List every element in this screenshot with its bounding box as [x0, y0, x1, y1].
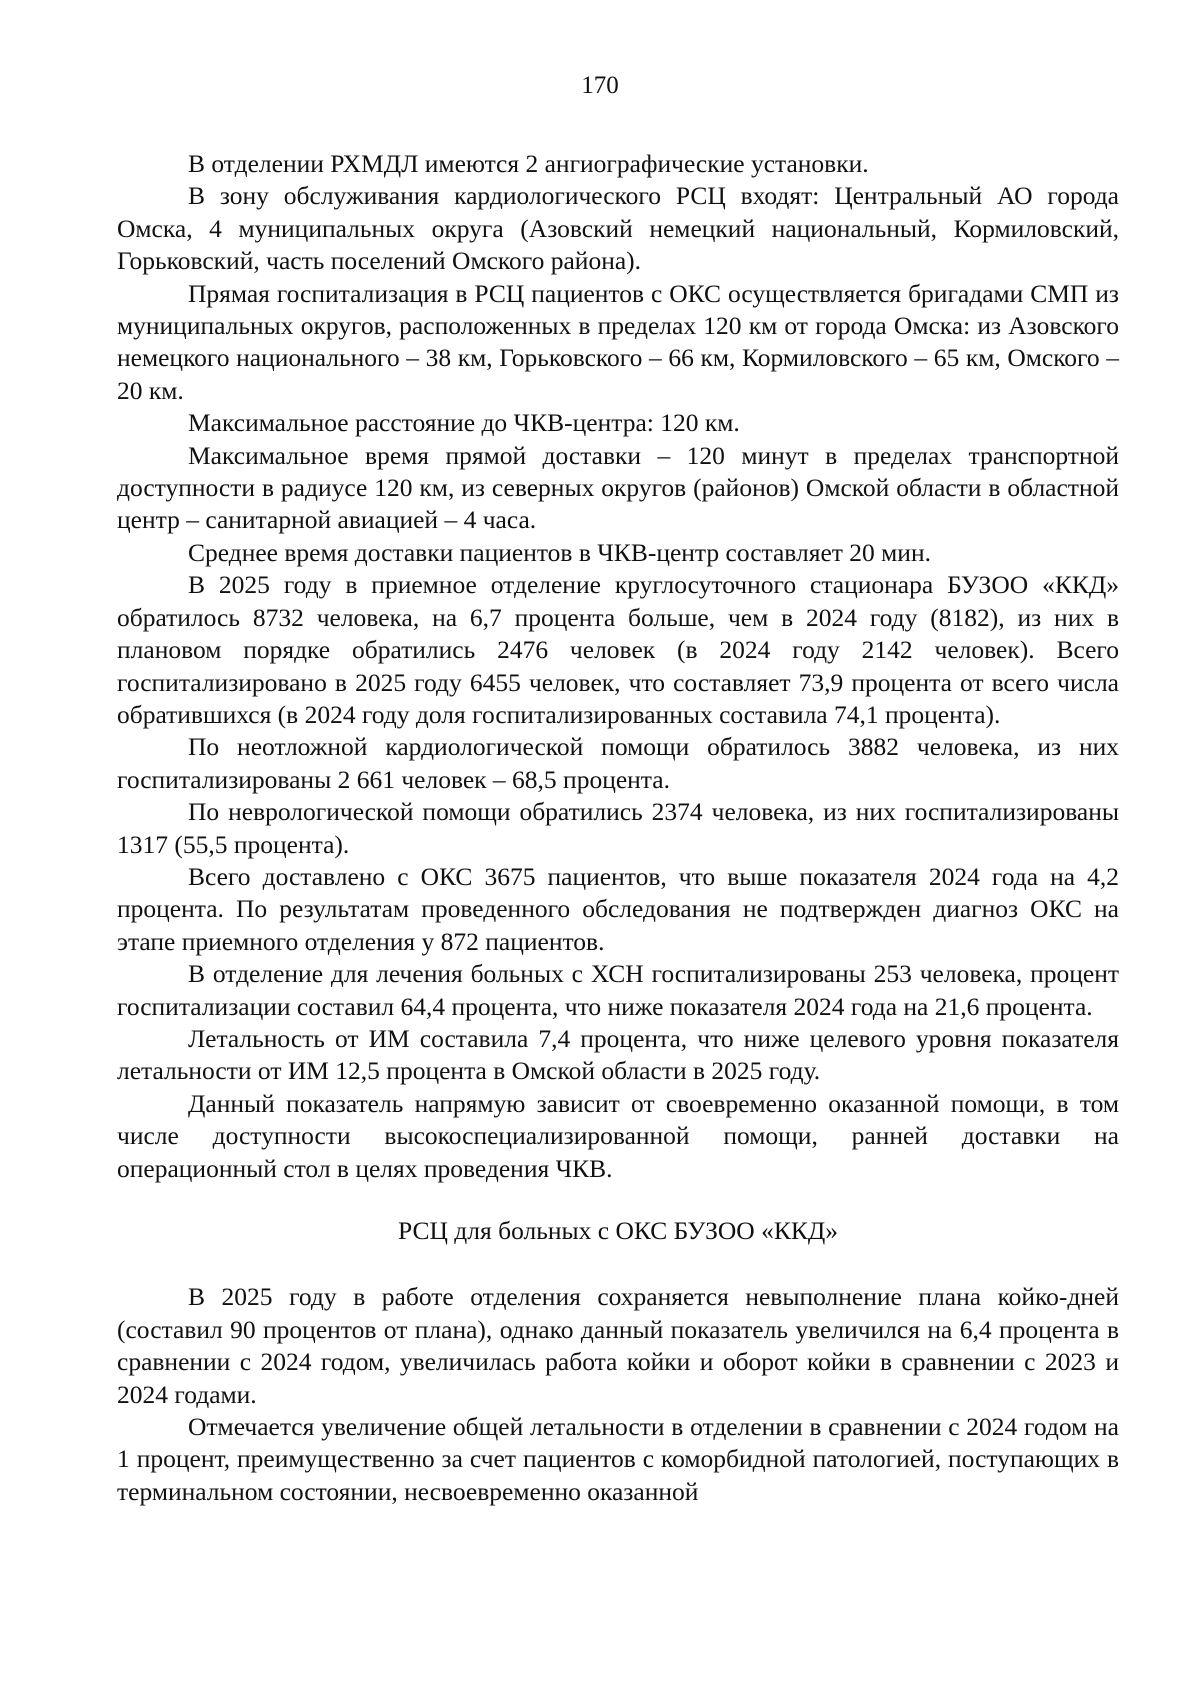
page-number: 170	[581, 72, 619, 99]
paragraph: По неврологической помощи обратились 2374 человека, из них госпитализированы 1317 (55,5 процента).	[117, 797, 1119, 859]
paragraph: Максимальное время прямой доставки – 120 минут в пределах транспортной доступности в радиусе 120 км, из северных округов (районов) Омской области в областной центр – санитарной авиацией – 4 часа.	[117, 440, 1119, 535]
paragraph: Максимальное расстояние до ЧКВ-центра: 120 км.	[188, 408, 740, 438]
paragraph: В 2025 году в работе отделения сохраняется невыполнение плана койко-дней (составил 90 процентов от плана), однако данный показатель увеличился на 6,4 процента в сравнении с 2024 годом, увеличилась работа койки и оборот койки в сравнении с 2023 и 2024 годами.	[117, 1282, 1119, 1409]
paragraph: Данный показатель напрямую зависит от своевременно оказанной помощи, в том числе доступности высокоспециализированной помощи, ранней доставки на операционный стол в целях проведения ЧКВ.	[117, 1088, 1119, 1183]
paragraph: Среднее время доставки пациентов в ЧКВ-центр составляет 20 мин.	[188, 537, 931, 567]
paragraph: В 2025 году в приемное отделение круглосуточного стационара БУЗОО «ККД» обратилось 8732 человека, на 6,7 процента больше, чем в 2024 году (8182), из них в плановом порядке обратились 2476 человек (в 2024 году 2142 человек). Всего госпитализировано в 2025 году 6455 человек, что составляет 73,9 процента от всего числа обратившихся (в 2024 году доля госпитализированных составила 74,1 процента).	[117, 570, 1119, 729]
paragraph: Всего доставлено с ОКС 3675 пациентов, что выше показателя 2024 года на 4,2 процента. По результатам проведенного обследования не подтвержден диагноз ОКС на этапе приемного отделения у 872 пациентов.	[117, 861, 1119, 956]
paragraph: В зону обслуживания кардиологического РСЦ входят: Центральный АО города Омска, 4 муниципальных округа (Азовский немецкий национальный, Кормиловский, Горьковский, часть поселений Омского района).	[117, 181, 1119, 276]
paragraph: В отделении РХМДЛ имеются 2 ангиографические установки.	[188, 149, 869, 178]
paragraph: Летальность от ИМ составила 7,4 процента, что ниже целевого уровня показателя летальности от ИМ 12,5 процента в Омской области в 2025 году.	[117, 1023, 1119, 1086]
paragraph: Отмечается увеличение общей летальности в отделении в сравнении с 2024 годом на 1 процент, преимущественно за счет пациентов с коморбидной патологией, поступающих в терминальном состоянии, несвоевременно оказанной	[117, 1412, 1119, 1506]
document-body	[117, 148, 1119, 1508]
paragraph: Прямая госпитализация в РСЦ пациентов с ОКС осуществляется бригадами СМП из муниципальных округов, расположенных в пределах 120 км от города Омска: из Азовского немецкого национального – 38 км, Горьковского – 66 км, Кормиловского – 65 км, Омского – 20 км.	[117, 278, 1119, 405]
paragraph: По неотложной кардиологической помощи обратилось 3882 человека, из них госпитализированы 2 661 человек – 68,5 процента.	[117, 732, 1119, 794]
section-heading: РСЦ для больных с ОКС БУЗОО «ККД»	[398, 1216, 838, 1245]
paragraph: В отделение для лечения больных с ХСН госпитализированы 253 человека, процент госпитализации составил 64,4 процента, что ниже показателя 2024 года на 21,6 процента.	[117, 959, 1119, 1021]
